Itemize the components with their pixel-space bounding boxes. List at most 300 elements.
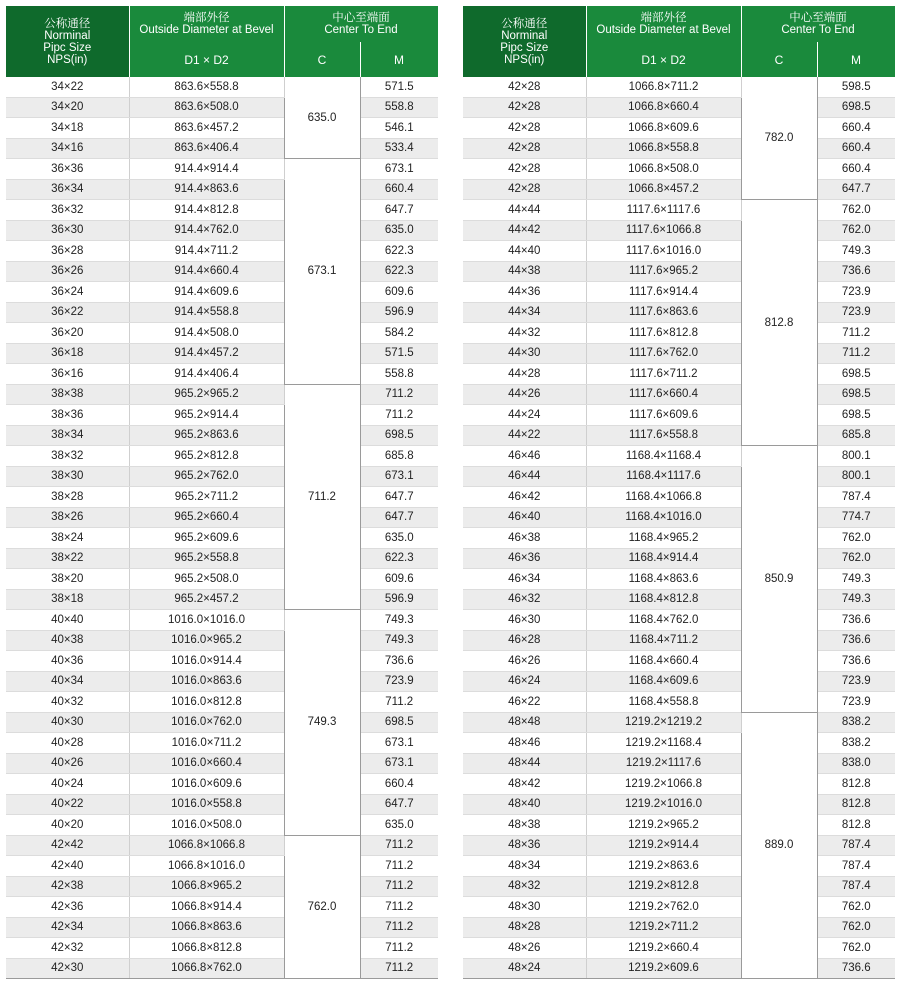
nps-cell: 48×38 xyxy=(463,815,586,836)
nps-header xyxy=(463,6,586,77)
od-cell: 965.2×762.0 xyxy=(129,466,284,487)
od-cell: 1117.6×1016.0 xyxy=(586,241,741,262)
table-row xyxy=(6,917,438,938)
table-row xyxy=(463,343,895,364)
od-cell: 1066.8×457.2 xyxy=(586,179,741,200)
m-value-cell: 698.5 xyxy=(817,384,895,405)
c-header: C xyxy=(284,42,360,77)
nps-cell: 40×22 xyxy=(6,794,129,815)
od-cell: 1016.0×508.0 xyxy=(129,815,284,836)
c-value-cell: 850.9 xyxy=(741,446,817,713)
od-cell: 965.2×711.2 xyxy=(129,487,284,508)
table-row xyxy=(463,405,895,426)
m-value-cell: 533.4 xyxy=(360,138,438,159)
od-cell: 914.4×609.6 xyxy=(129,282,284,303)
m-value-cell: 762.0 xyxy=(817,548,895,569)
nps-cell: 38×26 xyxy=(6,507,129,528)
nps-cell: 44×32 xyxy=(463,323,586,344)
m-value-cell: 736.6 xyxy=(817,651,895,672)
od-cell: 1066.8×762.0 xyxy=(129,958,284,979)
table-row xyxy=(6,958,438,979)
m-value-cell: 711.2 xyxy=(360,876,438,897)
od-cell: 1117.6×965.2 xyxy=(586,261,741,282)
table-row xyxy=(463,630,895,651)
m-value-cell: 635.0 xyxy=(360,220,438,241)
table-row xyxy=(6,179,438,200)
nps-cell: 44×28 xyxy=(463,364,586,385)
od-cell: 1168.4×965.2 xyxy=(586,528,741,549)
m-value-cell: 736.6 xyxy=(817,958,895,979)
od-cell: 914.4×558.8 xyxy=(129,302,284,323)
nps-cell: 38×18 xyxy=(6,589,129,610)
m-value-cell: 673.1 xyxy=(360,753,438,774)
table-row xyxy=(6,302,438,323)
od-cell: 1117.6×558.8 xyxy=(586,425,741,446)
nps-cell: 40×36 xyxy=(6,651,129,672)
nps-cell: 42×28 xyxy=(463,97,586,118)
table-row xyxy=(6,507,438,528)
od-cell: 914.4×508.0 xyxy=(129,323,284,344)
od-cell: 1117.6×914.4 xyxy=(586,282,741,303)
table-row xyxy=(6,261,438,282)
od-header-en: Outside Diameter at Bevel xyxy=(139,24,274,36)
od-cell: 1066.8×711.2 xyxy=(586,77,741,97)
nps-cell: 42×28 xyxy=(463,77,586,97)
od-cell: 965.2×863.6 xyxy=(129,425,284,446)
od-cell: 1219.2×863.6 xyxy=(586,856,741,877)
m-value-cell: 698.5 xyxy=(817,405,895,426)
nps-cell: 38×38 xyxy=(6,384,129,405)
nps-cell: 48×24 xyxy=(463,958,586,979)
nps-cell: 46×24 xyxy=(463,671,586,692)
nps-cell: 38×34 xyxy=(6,425,129,446)
c-value-cell: 673.1 xyxy=(284,159,360,385)
table-row xyxy=(463,958,895,979)
m-value-cell: 622.3 xyxy=(360,261,438,282)
od-cell: 914.4×812.8 xyxy=(129,200,284,221)
nps-cell: 42×34 xyxy=(6,917,129,938)
table-row xyxy=(6,548,438,569)
m-value-cell: 711.2 xyxy=(360,835,438,856)
nps-cell: 34×16 xyxy=(6,138,129,159)
table-row xyxy=(6,692,438,713)
od-cell: 1066.8×812.8 xyxy=(129,938,284,959)
m-header: M xyxy=(360,42,438,77)
nps-header-cn: 公称通径 xyxy=(44,17,91,30)
c-value-cell: 889.0 xyxy=(741,712,817,979)
m-value-cell: 685.8 xyxy=(817,425,895,446)
table-row xyxy=(463,917,895,938)
nps-cell: 38×22 xyxy=(6,548,129,569)
table-row xyxy=(463,548,895,569)
nps-cell: 44×44 xyxy=(463,200,586,221)
od-cell: 914.4×660.4 xyxy=(129,261,284,282)
nps-cell: 46×40 xyxy=(463,507,586,528)
table-row xyxy=(6,938,438,959)
m-value-cell: 685.8 xyxy=(360,446,438,467)
table-row xyxy=(463,97,895,118)
table-row xyxy=(463,692,895,713)
nps-cell: 42×40 xyxy=(6,856,129,877)
nps-cell: 40×28 xyxy=(6,733,129,754)
table-row xyxy=(6,282,438,303)
nps-cell: 36×30 xyxy=(6,220,129,241)
table-row xyxy=(6,425,438,446)
od-cell: 1016.0×863.6 xyxy=(129,671,284,692)
nps-cell: 36×20 xyxy=(6,323,129,344)
table-row xyxy=(6,466,438,487)
od-cell: 1219.2×1016.0 xyxy=(586,794,741,815)
od-cell: 965.2×914.4 xyxy=(129,405,284,426)
m-value-cell: 838.2 xyxy=(817,712,895,733)
table-row xyxy=(463,671,895,692)
nps-cell: 44×42 xyxy=(463,220,586,241)
m-value-cell: 673.1 xyxy=(360,466,438,487)
m-value-cell: 584.2 xyxy=(360,323,438,344)
m-value-cell: 762.0 xyxy=(817,917,895,938)
nps-cell: 46×44 xyxy=(463,466,586,487)
od-cell: 1066.8×1066.8 xyxy=(129,835,284,856)
od-cell: 863.6×457.2 xyxy=(129,118,284,139)
m-value-cell: 647.7 xyxy=(360,507,438,528)
od-cell: 1016.0×965.2 xyxy=(129,630,284,651)
nps-cell: 34×20 xyxy=(6,97,129,118)
c-value-cell: 812.8 xyxy=(741,200,817,446)
nps-cell: 44×26 xyxy=(463,384,586,405)
od-cell: 1016.0×558.8 xyxy=(129,794,284,815)
table-row xyxy=(463,815,895,836)
od-cell: 1066.8×508.0 xyxy=(586,159,741,180)
m-value-cell: 711.2 xyxy=(360,938,438,959)
table-row xyxy=(6,97,438,118)
m-value-cell: 787.4 xyxy=(817,835,895,856)
nps-cell: 42×30 xyxy=(6,958,129,979)
od-cell: 1117.6×1066.8 xyxy=(586,220,741,241)
table-row xyxy=(463,282,895,303)
m-value-cell: 711.2 xyxy=(360,856,438,877)
m-value-cell: 698.5 xyxy=(817,97,895,118)
m-value-cell: 711.2 xyxy=(817,323,895,344)
nps-cell: 48×48 xyxy=(463,712,586,733)
nps-cell: 36×16 xyxy=(6,364,129,385)
od-cell: 914.4×762.0 xyxy=(129,220,284,241)
od-cell: 1016.0×711.2 xyxy=(129,733,284,754)
m-value-cell: 647.7 xyxy=(817,179,895,200)
od-cell: 1168.4×762.0 xyxy=(586,610,741,631)
m-value-cell: 711.2 xyxy=(360,897,438,918)
table-row xyxy=(463,856,895,877)
c-value-cell: 782.0 xyxy=(741,77,817,200)
od-cell: 1168.4×609.6 xyxy=(586,671,741,692)
od-cell: 1016.0×609.6 xyxy=(129,774,284,795)
nps-cell: 40×26 xyxy=(6,753,129,774)
table-row xyxy=(463,220,895,241)
od-cell: 1219.2×1219.2 xyxy=(586,712,741,733)
od-cell: 1168.4×812.8 xyxy=(586,589,741,610)
table-row xyxy=(463,425,895,446)
nps-cell: 38×30 xyxy=(6,466,129,487)
nps-header-en-3: NPS(in) xyxy=(47,53,88,66)
m-value-cell: 787.4 xyxy=(817,856,895,877)
m-value-cell: 673.1 xyxy=(360,159,438,180)
m-value-cell: 774.7 xyxy=(817,507,895,528)
od-cell: 863.6×558.8 xyxy=(129,77,284,97)
nps-cell: 48×34 xyxy=(463,856,586,877)
c-header: C xyxy=(741,42,817,77)
od-cell: 1168.4×660.4 xyxy=(586,651,741,672)
m-value-cell: 622.3 xyxy=(360,241,438,262)
nps-cell: 40×34 xyxy=(6,671,129,692)
m-value-cell: 546.1 xyxy=(360,118,438,139)
m-value-cell: 558.8 xyxy=(360,364,438,385)
nps-cell: 34×18 xyxy=(6,118,129,139)
table-row xyxy=(6,753,438,774)
m-value-cell: 812.8 xyxy=(817,815,895,836)
table-row xyxy=(6,343,438,364)
nps-cell: 42×42 xyxy=(6,835,129,856)
nps-cell: 48×42 xyxy=(463,774,586,795)
table-row xyxy=(6,630,438,651)
od-cell: 1066.8×914.4 xyxy=(129,897,284,918)
table-row xyxy=(463,507,895,528)
m-value-cell: 723.9 xyxy=(817,302,895,323)
m-value-cell: 711.2 xyxy=(360,958,438,979)
nps-header-en-3: NPS(in) xyxy=(504,53,545,66)
ce-header-cn: 中心至端面 xyxy=(789,12,847,24)
od-cell: 1219.2×1117.6 xyxy=(586,753,741,774)
nps-cell: 38×28 xyxy=(6,487,129,508)
m-value-cell: 558.8 xyxy=(360,97,438,118)
m-value-cell: 698.5 xyxy=(817,364,895,385)
od-cell: 1168.4×711.2 xyxy=(586,630,741,651)
od-cell: 1168.4×1117.6 xyxy=(586,466,741,487)
od-cell: 965.2×812.8 xyxy=(129,446,284,467)
table-row xyxy=(463,77,895,97)
m-value-cell: 723.9 xyxy=(360,671,438,692)
od-cell: 1219.2×711.2 xyxy=(586,917,741,938)
nps-cell: 48×46 xyxy=(463,733,586,754)
m-value-cell: 660.4 xyxy=(360,179,438,200)
table-row xyxy=(463,753,895,774)
m-value-cell: 749.3 xyxy=(360,630,438,651)
table-row xyxy=(463,241,895,262)
od-cell: 1168.4×1066.8 xyxy=(586,487,741,508)
m-value-cell: 609.6 xyxy=(360,282,438,303)
table-row xyxy=(6,364,438,385)
m-value-cell: 596.9 xyxy=(360,589,438,610)
table-row xyxy=(463,487,895,508)
m-value-cell: 711.2 xyxy=(360,917,438,938)
c-value-cell: 762.0 xyxy=(284,835,360,979)
c-value-cell: 711.2 xyxy=(284,384,360,610)
m-value-cell: 647.7 xyxy=(360,200,438,221)
m-value-cell: 660.4 xyxy=(360,774,438,795)
od-cell: 1168.4×914.4 xyxy=(586,548,741,569)
table-row xyxy=(6,712,438,733)
m-value-cell: 787.4 xyxy=(817,876,895,897)
nps-cell: 42×36 xyxy=(6,897,129,918)
od-cell: 914.4×457.2 xyxy=(129,343,284,364)
m-value-cell: 622.3 xyxy=(360,548,438,569)
table-row xyxy=(6,220,438,241)
od-cell: 965.2×609.6 xyxy=(129,528,284,549)
nps-cell: 46×42 xyxy=(463,487,586,508)
nps-cell: 36×22 xyxy=(6,302,129,323)
nps-cell: 42×28 xyxy=(463,118,586,139)
c-value-cell: 635.0 xyxy=(284,77,360,159)
m-value-cell: 609.6 xyxy=(360,569,438,590)
nps-cell: 44×30 xyxy=(463,343,586,364)
od-header xyxy=(129,6,284,42)
table-row xyxy=(6,733,438,754)
table-row xyxy=(6,487,438,508)
m-value-cell: 635.0 xyxy=(360,815,438,836)
m-value-cell: 647.7 xyxy=(360,794,438,815)
nps-cell: 40×32 xyxy=(6,692,129,713)
od-cell: 863.6×508.0 xyxy=(129,97,284,118)
nps-cell: 44×24 xyxy=(463,405,586,426)
od-cell: 1219.2×965.2 xyxy=(586,815,741,836)
m-value-cell: 762.0 xyxy=(817,200,895,221)
m-value-cell: 723.9 xyxy=(817,692,895,713)
ce-header-en: Center To End xyxy=(781,24,855,36)
table-row xyxy=(463,323,895,344)
nps-cell: 48×36 xyxy=(463,835,586,856)
od-cell: 1117.6×1117.6 xyxy=(586,200,741,221)
od-cell: 1016.0×762.0 xyxy=(129,712,284,733)
nps-cell: 48×28 xyxy=(463,917,586,938)
m-value-cell: 698.5 xyxy=(360,425,438,446)
od-cell: 1117.6×711.2 xyxy=(586,364,741,385)
table-row xyxy=(463,712,895,733)
nps-cell: 40×24 xyxy=(6,774,129,795)
table-row xyxy=(6,651,438,672)
od-header-cn: 端部外径 xyxy=(183,12,230,24)
m-value-cell: 736.6 xyxy=(817,630,895,651)
m-value-cell: 711.2 xyxy=(360,405,438,426)
od-cell: 965.2×965.2 xyxy=(129,384,284,405)
m-value-cell: 749.3 xyxy=(360,610,438,631)
od-cell: 1117.6×812.8 xyxy=(586,323,741,344)
m-value-cell: 736.6 xyxy=(817,261,895,282)
od-header xyxy=(586,6,741,42)
od-cell: 1066.8×558.8 xyxy=(586,138,741,159)
od-cell: 1168.4×1168.4 xyxy=(586,446,741,467)
m-value-cell: 749.3 xyxy=(817,241,895,262)
table-row xyxy=(463,589,895,610)
m-value-cell: 660.4 xyxy=(817,118,895,139)
nps-cell: 46×34 xyxy=(463,569,586,590)
table-row xyxy=(6,241,438,262)
table-row xyxy=(6,774,438,795)
od-cell: 1219.2×812.8 xyxy=(586,876,741,897)
m-value-cell: 800.1 xyxy=(817,446,895,467)
ce-header-en: Center To End xyxy=(324,24,398,36)
table-row xyxy=(463,610,895,631)
m-value-cell: 749.3 xyxy=(817,589,895,610)
m-value-cell: 736.6 xyxy=(817,610,895,631)
table-row xyxy=(6,446,438,467)
od-cell: 1066.8×660.4 xyxy=(586,97,741,118)
table-row xyxy=(463,466,895,487)
m-value-cell: 673.1 xyxy=(360,733,438,754)
nps-cell: 44×36 xyxy=(463,282,586,303)
od-cell: 1168.4×863.6 xyxy=(586,569,741,590)
od-cell: 1219.2×660.4 xyxy=(586,938,741,959)
od-cell: 1117.6×609.6 xyxy=(586,405,741,426)
nps-cell: 40×38 xyxy=(6,630,129,651)
nps-cell: 44×40 xyxy=(463,241,586,262)
table-row xyxy=(463,528,895,549)
nps-cell: 40×30 xyxy=(6,712,129,733)
nps-cell: 48×26 xyxy=(463,938,586,959)
od-cell: 914.4×863.6 xyxy=(129,179,284,200)
m-value-cell: 598.5 xyxy=(817,77,895,97)
m-value-cell: 812.8 xyxy=(817,774,895,795)
m-value-cell: 660.4 xyxy=(817,138,895,159)
nps-cell: 46×36 xyxy=(463,548,586,569)
od-cell: 1016.0×660.4 xyxy=(129,753,284,774)
nps-cell: 40×20 xyxy=(6,815,129,836)
table-row xyxy=(463,651,895,672)
nps-cell: 46×38 xyxy=(463,528,586,549)
m-value-cell: 762.0 xyxy=(817,897,895,918)
od-cell: 1168.4×558.8 xyxy=(586,692,741,713)
od-cell: 1066.8×1016.0 xyxy=(129,856,284,877)
od-cell: 1117.6×762.0 xyxy=(586,343,741,364)
od-cell: 1066.8×863.6 xyxy=(129,917,284,938)
table-row xyxy=(6,589,438,610)
od-cell: 1016.0×812.8 xyxy=(129,692,284,713)
center-to-end-header xyxy=(284,6,438,42)
table-row xyxy=(6,569,438,590)
m-value-cell: 800.1 xyxy=(817,466,895,487)
od-header-en: Outside Diameter at Bevel xyxy=(596,24,731,36)
od-header-cn: 端部外径 xyxy=(640,12,687,24)
m-value-cell: 660.4 xyxy=(817,159,895,180)
od-cell: 1066.8×965.2 xyxy=(129,876,284,897)
nps-header-en-2: Pipc Size xyxy=(500,41,549,54)
table-row xyxy=(6,159,438,180)
nps-header-cn: 公称通径 xyxy=(501,17,548,30)
m-value-cell: 571.5 xyxy=(360,343,438,364)
table-row xyxy=(463,384,895,405)
nps-cell: 42×28 xyxy=(463,138,586,159)
nps-cell: 36×28 xyxy=(6,241,129,262)
table-row xyxy=(463,302,895,323)
od-cell: 965.2×660.4 xyxy=(129,507,284,528)
table-row xyxy=(6,77,438,97)
table-row xyxy=(6,200,438,221)
table-row xyxy=(6,610,438,631)
m-value-cell: 812.8 xyxy=(817,794,895,815)
nps-cell: 48×30 xyxy=(463,897,586,918)
m-value-cell: 711.2 xyxy=(817,343,895,364)
od-cell: 1219.2×1066.8 xyxy=(586,774,741,795)
nps-cell: 36×26 xyxy=(6,261,129,282)
table-row xyxy=(463,364,895,385)
table-row xyxy=(6,856,438,877)
nps-header xyxy=(6,6,129,77)
table-row xyxy=(463,159,895,180)
m-value-cell: 838.2 xyxy=(817,733,895,754)
od-cell: 1117.6×863.6 xyxy=(586,302,741,323)
nps-cell: 38×36 xyxy=(6,405,129,426)
m-value-cell: 749.3 xyxy=(817,569,895,590)
table-row xyxy=(463,794,895,815)
table-row xyxy=(463,569,895,590)
c-value-cell: 749.3 xyxy=(284,610,360,836)
